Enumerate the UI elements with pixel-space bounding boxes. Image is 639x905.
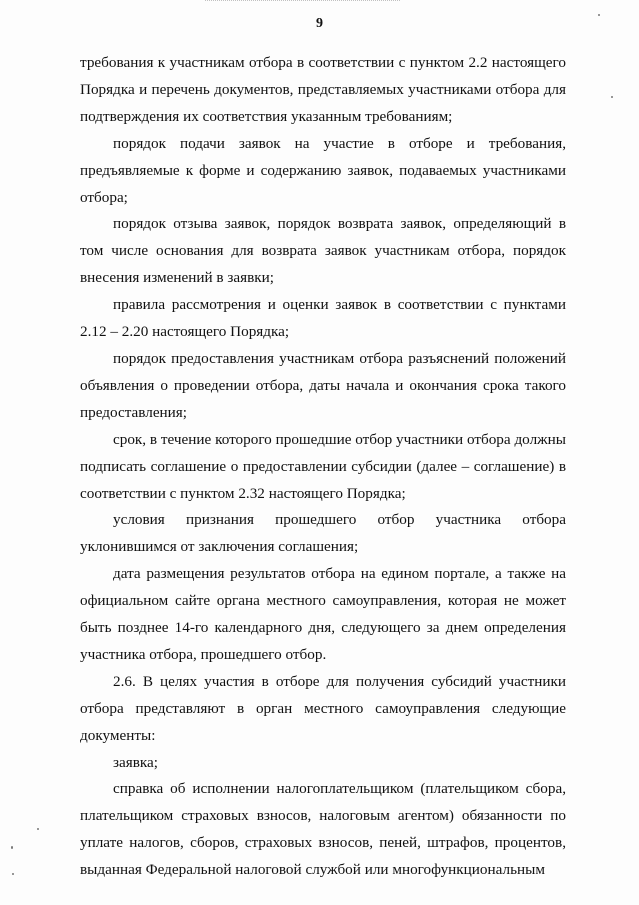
paragraph-results-publication: дата размещения результатов отбора на едином портале, а также на официальном сайте органа местного самоуправления, которая не может быть позднее 14-го календарного дня, следующего за днем определения участника отбора, прошедшего отбор. (80, 565, 566, 663)
scan-speck (37, 828, 39, 830)
scan-speck (611, 96, 613, 98)
list-item-application: заявка; (113, 753, 159, 771)
paragraph-tax-certificate: справка об исполнении налогоплательщиком (плательщиком сбора, плательщиком страховых взносов, налоговым агентом) обязанности по уплате налогов, сборов, страховых взносов, пеней, штрафов, процентов, выданная Федеральной налоговой службой или многофункциональным (80, 780, 566, 879)
scan-speck (598, 14, 600, 16)
paragraph-application-procedure: порядок подачи заявок на участие в отборе и требования, предъявляемые к форме и содержанию заявок, подаваемых участниками отбора; (80, 134, 566, 206)
paragraph-clarifications: порядок предоставления участникам отбора разъяснений положений объявления о проведении отбора, даты начала и окончания срока такого предоставления; (80, 349, 566, 421)
paragraph-withdrawal-procedure: порядок отзыва заявок, порядок возврата заявок, определяющий в том числе основания для возврата заявок участникам отбора, порядок внесения изменений в заявки; (80, 215, 566, 287)
paragraph-signing-deadline: срок, в течение которого прошедшие отбор участники отбора должны подписать соглашение о предоставлении субсидии (далее – соглашение) в соответствии с пунктом 2.32 настоящего Порядка; (80, 430, 566, 502)
paragraph-requirements: требования к участникам отбора в соответствии с пунктом 2.2 настоящего Порядка и перечень документов, представляемых участниками отбора для подтверждения их соответствия указанным требованиям; (80, 54, 566, 125)
document-body (80, 50, 566, 884)
paragraph-section-2-6: 2.6. В целях участия в отборе для получения субсидий участники отбора представляют в орган местного самоуправления следующие документы: (80, 672, 566, 744)
paragraph-evasion-conditions: условия признания прошедшего отбор участника отбора уклонившимся от заключения соглашения; (80, 511, 566, 556)
scan-speck (11, 846, 13, 849)
page-number: 9 (316, 16, 323, 31)
scan-edge-artifact (205, 0, 400, 4)
scan-speck (12, 873, 14, 875)
paragraph-evaluation-rules: правила рассмотрения и оценки заявок в соответствии с пунктами 2.12 – 2.20 настоящего Порядка; (80, 296, 566, 341)
